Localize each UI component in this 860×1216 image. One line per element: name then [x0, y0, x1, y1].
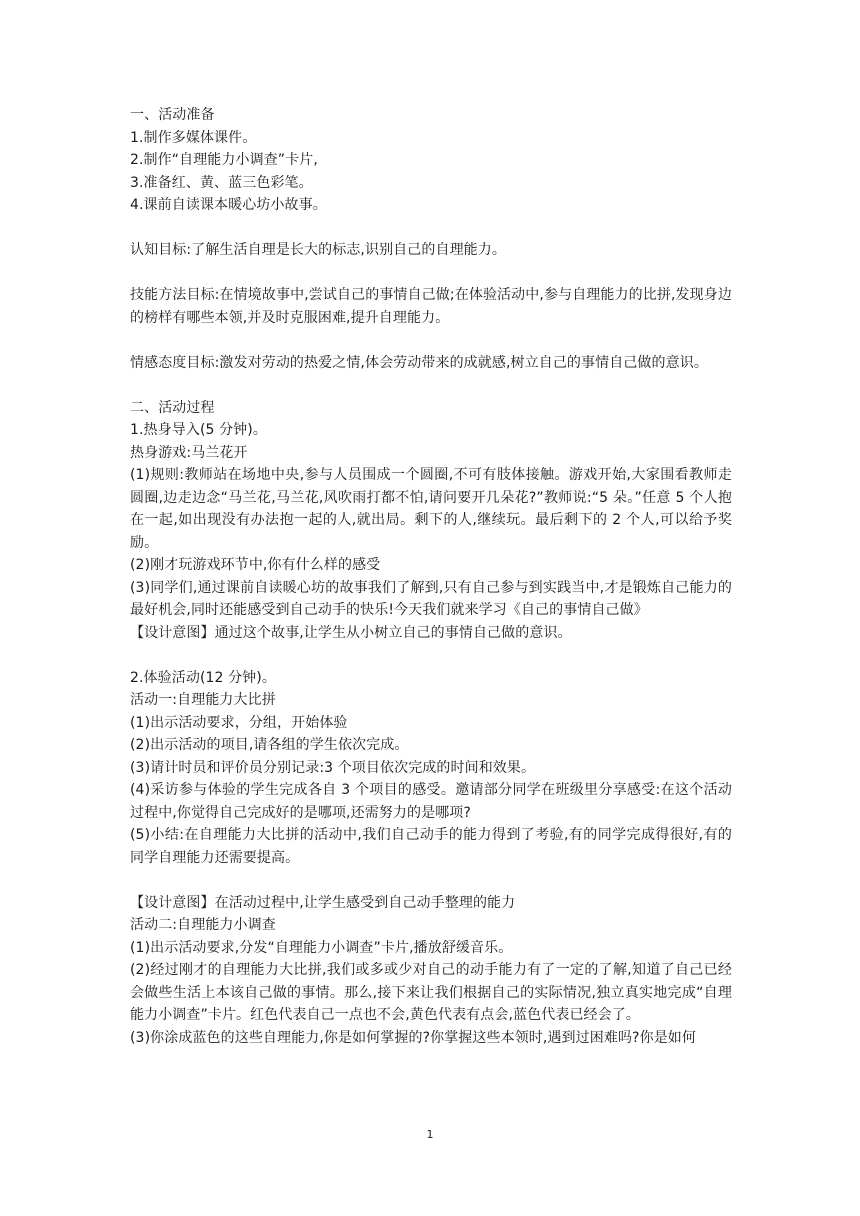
paragraph: 【设计意图】在活动过程中,让学生感受到自己动手整理的能力: [130, 894, 516, 911]
paragraph-spacer: [130, 329, 732, 352]
paragraph: (1)出示活动要求，分组，开始体验: [130, 714, 348, 731]
paragraph-spacer: [130, 869, 732, 892]
paragraph: (2)刚才玩游戏环节中,你有什么样的感受: [130, 557, 381, 573]
paragraph: (2)出示活动的项目,请各组的学生依次完成。: [130, 737, 409, 753]
paragraph: 技能方法目标:在情境故事中,尝试自己的事情自己做;在体验活动中,参与自理能力的比拼,发现身边的榜样有哪些本领,并及时克服困难,提升自理能力。: [130, 287, 732, 326]
paragraph: 2.制作“自理能力小调查”卡片,: [130, 152, 318, 168]
paragraph: 2.体验活动(12 分钟)。: [130, 669, 276, 686]
paragraph: 热身游戏:马兰花开: [130, 444, 248, 461]
paragraph: 1.热身导入(5 分钟)。: [130, 422, 267, 438]
paragraph: (3)请计时员和评价员分别记录:3 个项目依次完成的时间和效果。: [130, 759, 536, 776]
paragraph: (3)你涂成蓝色的这些自理能力,你是如何掌握的?你掌握这些本领时,遇到过困难吗?你是如何: [130, 1029, 696, 1046]
paragraph-spacer: [130, 644, 732, 667]
document-body: [130, 104, 732, 1049]
paragraph: (1)出示活动要求,分发“自理能力小调查”卡片,播放舒缓音乐。: [130, 939, 513, 956]
paragraph: (1)规则:教师站在场地中央,参与人员围成一个圆圈,不可有肢体接触。游戏开始,大家围看教师走圆圈,边走边念“马兰花,马兰花,风吹雨打都不怕,请问要开几朵花?”教师说:“5 朵。”任意 5 个人抱在一起,如出现没有办法抱一起的人,就出局。剩下的人,继续玩。最后剩下的 2 个人,可以给予奖励。: [130, 467, 732, 551]
paragraph: 活动二:自理能力小调查: [130, 917, 276, 933]
paragraph-spacer: [130, 262, 732, 285]
paragraph-spacer: [130, 374, 732, 397]
paragraph-spacer: [130, 217, 732, 240]
paragraph: (4)采访参与体验的学生完成各自 3 个项目的感受。邀请部分同学在班级里分享感受:在这个活动过程中,你觉得自己完成好的是哪项,还需努力的是哪项?: [130, 782, 732, 821]
paragraph: (5)小结:在自理能力大比拼的活动中,我们自己动手的能力得到了考验,有的同学完成得很好,有的同学自理能力还需要提高。: [130, 827, 732, 866]
paragraph: 【设计意图】通过这个故事,让学生从小树立自己的事情自己做的意识。: [130, 624, 572, 641]
paragraph: 3.准备红、黄、蓝三色彩笔。: [130, 174, 313, 191]
page-number: 1: [426, 1128, 434, 1141]
paragraph: 4.课前自读课本暖心坊小故事。: [130, 197, 327, 213]
paragraph: 一、活动准备: [130, 107, 215, 123]
paragraph: (3)同学们,通过课前自读暖心坊的故事我们了解到,只有自己参与到实践当中,才是锻炼自己能力的最好机会,同时还能感受到自己动手的快乐!今天我们就来学习《自己的事情自己做》: [130, 579, 732, 618]
paragraph: (2)经过刚才的自理能力大比拼,我们或多或少对自己的动手能力有了一定的了解,知道了自己已经会做些生活上本该自己做的事情。那么,接下来让我们根据自己的实际情况,独立真实地完成“自理能力小调查”卡片。红色代表自己一点也不会,黄色代表有点会,蓝色代表已经会了。: [130, 962, 732, 1023]
paragraph: 1.制作多媒体课件。: [130, 129, 257, 146]
paragraph: 活动一:自理能力大比拼: [130, 692, 276, 708]
paragraph: 认知目标:了解生活自理是长大的标志,识别自己的自理能力。: [130, 242, 506, 258]
paragraph: 二、活动过程: [130, 399, 215, 416]
paragraph: 情感态度目标:激发对劳动的热爱之情,体会劳动带来的成就感,树立自己的事情自己做的意识。: [130, 354, 708, 371]
